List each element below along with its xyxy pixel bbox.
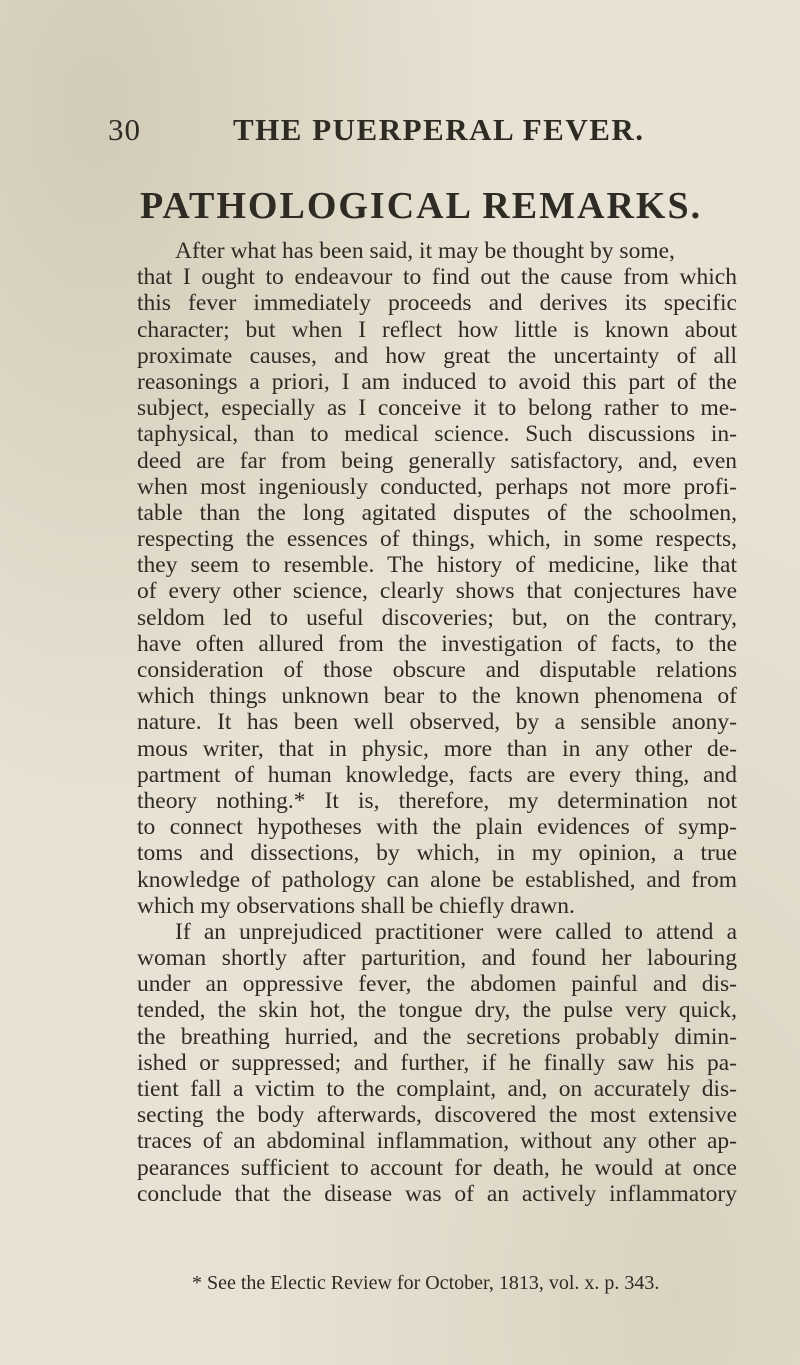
body-text — [137, 238, 737, 1207]
text-line: ished or suppressed; and further, if he finally saw his pa- — [137, 1049, 737, 1076]
text-line: tient fall a victim to the complaint, and, on accurately dis- — [137, 1076, 737, 1102]
text-line: theory nothing.* It is, therefore, my determination not — [137, 787, 737, 814]
text-line: deed are far from being generally satisfactory, and, even — [137, 447, 737, 474]
section-title: PATHOLOGICAL REMARKS. — [140, 185, 703, 227]
text-line: toms and dissections, by which, in my opinion, a true — [137, 840, 737, 867]
text-line: traces of an abdominal inflammation, without any other ap- — [137, 1128, 737, 1155]
footnote: * See the Electic Review for October, 1813, vol. x. p. 343. — [192, 1272, 660, 1294]
text-line: of every other science, clearly shows that conjectures have — [137, 578, 737, 605]
text-line: which things unknown bear to the known phenomena of — [137, 683, 737, 710]
text-line: this fever immediately proceeds and derives its specific — [137, 290, 737, 317]
text-line: have often allured from the investigation of facts, to the — [137, 630, 737, 657]
page-number: 30 — [108, 112, 141, 147]
text-line: table than the long agitated disputes of the schoolmen, — [137, 499, 737, 526]
text-line: partment of human knowledge, facts are every thing, and — [137, 761, 737, 788]
text-line: that I ought to endeavour to find out the cause from which — [137, 264, 737, 291]
text-line: secting the body afterwards, discovered the most extensive — [137, 1102, 737, 1129]
text-line: which my observations shall be chiefly drawn. — [137, 892, 575, 919]
text-line: pearances sufficient to account for death, he would at once — [137, 1154, 737, 1181]
text-line: knowledge of pathology can alone be established, and from — [137, 866, 737, 893]
text-line: After what has been said, it may be thought by some, — [175, 238, 675, 264]
text-line: under an oppressive fever, the abdomen painful and dis- — [137, 971, 737, 998]
text-line: subject, especially as I conceive it to belong rather to me- — [137, 395, 737, 422]
page-header — [108, 112, 668, 162]
text-line: they seem to resemble. The history of medicine, like that — [137, 552, 737, 579]
text-line: If an unprejudiced practitioner were called to attend a — [175, 918, 737, 945]
text-line: proximate causes, and how great the uncertainty of all — [137, 342, 737, 369]
text-line: mous writer, that in physic, more than in any other de- — [137, 735, 737, 762]
text-line: tended, the skin hot, the tongue dry, the pulse very quick, — [137, 997, 737, 1024]
text-line: conclude that the disease was of an actively inflammatory — [137, 1180, 737, 1207]
text-line: the breathing hurried, and the secretions probably dimin- — [137, 1023, 737, 1050]
text-line: character; but when I reflect how little is known about — [137, 316, 737, 343]
text-line: to connect hypotheses with the plain evidences of symp- — [137, 814, 737, 841]
text-line: reasonings a priori, I am induced to avoid this part of the — [137, 368, 737, 395]
running-title: THE PUERPERAL FEVER. — [233, 112, 645, 147]
text-line: nature. It has been well observed, by a sensible anony- — [137, 709, 737, 736]
text-line: woman shortly after parturition, and found her labouring — [137, 945, 737, 972]
text-line: respecting the essences of things, which, in some respects, — [137, 526, 737, 553]
text-line: when most ingeniously conducted, perhaps not more profi- — [137, 473, 737, 500]
text-line: consideration of those obscure and disputable relations — [137, 657, 737, 683]
text-line: taphysical, than to medical science. Such discussions in- — [137, 421, 737, 448]
text-line: seldom led to useful discoveries; but, on the contrary, — [137, 604, 737, 631]
